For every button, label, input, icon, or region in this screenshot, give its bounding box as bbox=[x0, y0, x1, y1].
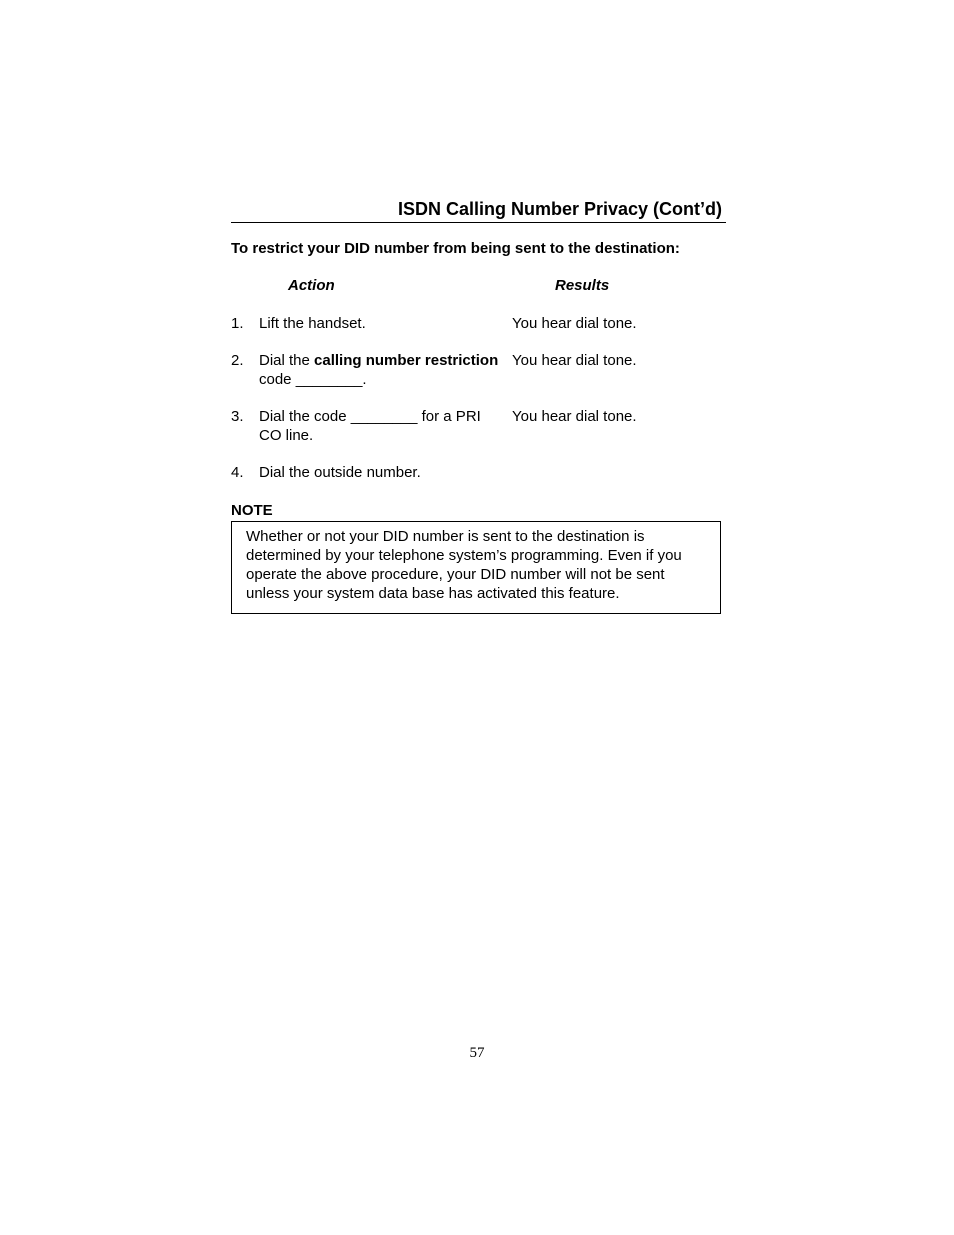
step-action-text: code ________. bbox=[259, 371, 367, 388]
step-action-text: Dial the bbox=[259, 352, 315, 369]
step-result: You hear dial tone. bbox=[512, 352, 637, 369]
step-action-text: Dial the code ________ for a PRI CO line. bbox=[259, 408, 481, 444]
note-text: Whether or not your DID number is sent to the destination is determined by your telephone system’s programming. Even if you operate the above procedure, your DID number will not be sent unless your system data base has activated this feature. bbox=[246, 528, 682, 602]
step-number: 2. bbox=[231, 352, 244, 369]
column-header-results: Results bbox=[555, 277, 610, 294]
intro-heading: To restrict your DID number from being sent to the destination: bbox=[231, 240, 680, 257]
step-action bbox=[259, 407, 493, 445]
column-header-action: Action bbox=[288, 277, 335, 294]
step-result: You hear dial tone. bbox=[512, 315, 637, 332]
page-number: 57 bbox=[469, 1045, 485, 1061]
note-label: NOTE bbox=[231, 502, 273, 519]
title-rule bbox=[231, 222, 726, 223]
step-action bbox=[259, 351, 499, 389]
note-box bbox=[231, 521, 721, 614]
step-action bbox=[259, 463, 499, 482]
step-number: 4. bbox=[231, 464, 244, 481]
step-action bbox=[259, 314, 499, 333]
page-title: ISDN Calling Number Privacy (Cont’d) bbox=[397, 199, 722, 219]
step-action-text: Lift the handset. bbox=[259, 315, 366, 332]
step-action-bold-text: calling number restriction bbox=[314, 352, 499, 369]
step-number: 1. bbox=[231, 315, 244, 332]
step-result: You hear dial tone. bbox=[512, 408, 637, 425]
step-action-text: Dial the outside number. bbox=[259, 464, 421, 481]
step-number: 3. bbox=[231, 408, 244, 425]
